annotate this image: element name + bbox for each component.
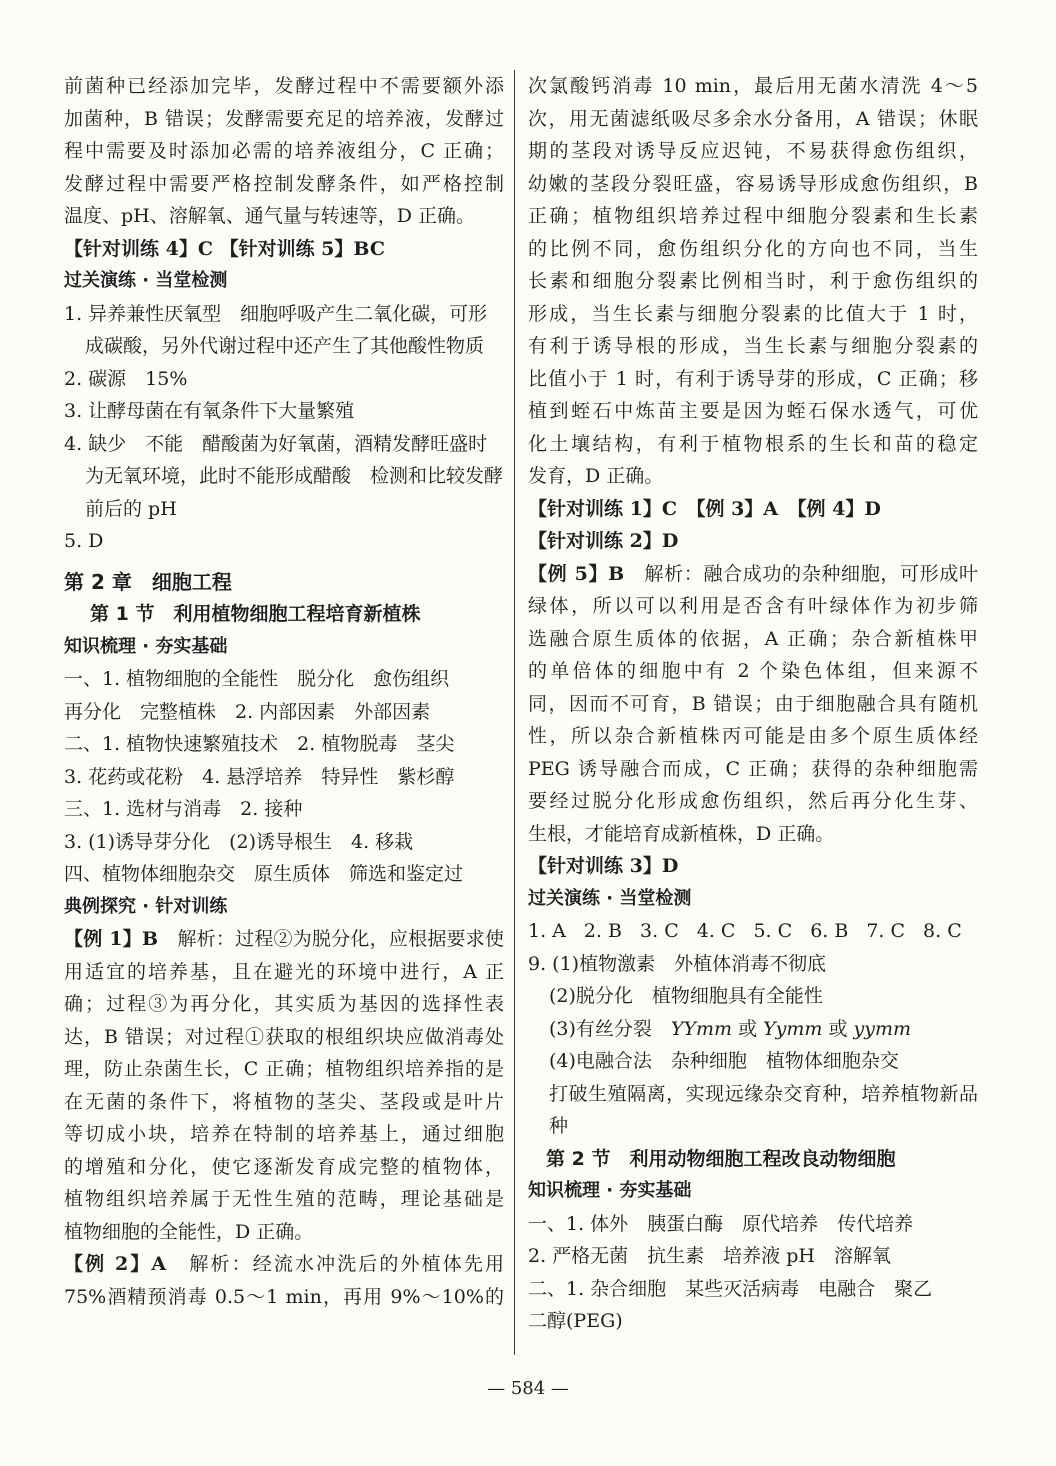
text-line: 加菌种，B 错误；发酵需要充足的培养液，发酵过 xyxy=(64,107,504,130)
text-line: 三、1. 选材与消毒 2. 接种 xyxy=(64,798,303,820)
mc-answer: 7. C xyxy=(866,920,906,942)
example-2-continued xyxy=(528,70,978,493)
example-tag: 【例 1】B xyxy=(64,928,158,950)
text-line: 确；过程③为再分化，其实质为基因的选择性表 xyxy=(64,993,504,1015)
text-line: 化土壤结构，有利于植物根系的生长和苗的稳定 xyxy=(528,432,978,455)
text-line: 绿体，所以可以利用是否含有叶绿体作为初步筛 xyxy=(528,595,978,617)
text-line: 发育，D 正确。 xyxy=(528,465,664,487)
genotype: YYmm xyxy=(670,1017,733,1040)
text-line: 二、1. 植物快速繁殖技术 2. 植物脱毒 茎尖 xyxy=(64,733,455,755)
multiple-choice-answers xyxy=(528,915,978,948)
text-line: 一、1. 体外 胰蛋白酶 原代培养 传代培养 xyxy=(528,1212,914,1235)
intro-paragraph xyxy=(64,70,504,233)
training-answers: 【针对训练 2】D xyxy=(528,530,679,552)
text-line: 性，所以杂合新植株丙可能是由多个原生质体经 xyxy=(528,725,978,747)
text-line: 解析：过程②为脱分化，应根据要求使 xyxy=(158,928,504,950)
text-line: 等切成小块，培养在特制的培养基上，通过细胞 xyxy=(64,1123,504,1145)
right-column xyxy=(528,70,978,1338)
example-5 xyxy=(528,558,978,851)
text-line: 植到蛭石中炼苗主要是因为蛭石保水透气，可优 xyxy=(528,400,978,422)
text-line: 要经过脱分化形成愈伤组织，然后再分化生芽、 xyxy=(528,790,978,812)
knowledge-list xyxy=(528,1208,978,1338)
training-answers: 【针对训练 1】C 【例 3】A 【例 4】D xyxy=(528,497,881,520)
answer-q5: 5. D xyxy=(64,530,104,552)
section-heading-practice: 过关演练 · 当堂检测 xyxy=(528,887,692,909)
section-title: 第 1 节 利用植物细胞工程培育新植株 xyxy=(90,603,421,625)
text-line: 的比例不同，愈伤组织分化的方向也不同，当生 xyxy=(528,237,978,260)
text-line: 发酵过程中需要严格控制发酵条件，如严格控制 xyxy=(64,172,504,195)
text-line: 次氯酸钙消毒 10 min，最后用无菌水清洗 4～5 xyxy=(528,75,978,97)
text-line: 前菌种已经添加完毕，发酵过程中不需要额外添 xyxy=(64,75,504,97)
text-line: 用适宜的培养基，且在避光的环境中进行，A 正 xyxy=(64,960,504,983)
text-line: 二、1. 杂合细胞 某些灭活病毒 电融合 聚乙 xyxy=(528,1277,933,1300)
knowledge-heading: 知识梳理 · 夯实基础 xyxy=(528,1180,692,1201)
text-line: 植物组织培养属于无性生殖的范畴，理论基础是 xyxy=(64,1188,504,1210)
text-line: PEG 诱导融合而成，C 正确；获得的杂种细胞需 xyxy=(528,757,978,780)
text-line: 3. 花药或花粉 4. 悬浮培养 特异性 紫杉醇 xyxy=(64,765,455,788)
mc-answer: 5. C xyxy=(753,920,793,942)
text-line: 解析：融合成功的杂种细胞，可形成叶 xyxy=(624,562,978,585)
example-tag: 【例 2】A xyxy=(64,1253,167,1275)
section-heading-practice: 过关演练 · 当堂检测 xyxy=(64,270,228,291)
text-line: 的单倍体的细胞中有 2 个染色体组，但来源不 xyxy=(528,660,978,682)
text-line: 比值小于 1 时，有利于诱导芽的形成，C 正确；移 xyxy=(528,367,978,390)
text-line: 次，用无菌滤纸吸尽多余水分备用，A 错误；休眠 xyxy=(528,107,978,130)
text-line: 一、1. 植物细胞的全能性 脱分化 愈伤组织 xyxy=(64,668,450,690)
text-line: 四、植物体细胞杂交 原生质体 筛选和鉴定过 xyxy=(64,863,464,885)
left-column xyxy=(64,70,504,1313)
text-line: 选融合原生质体的依据，A 正确；杂合新植株甲 xyxy=(528,627,978,650)
text-span: 或 xyxy=(822,1017,854,1040)
section-title: 第 2 节 利用动物细胞工程改良动物细胞 xyxy=(546,1147,896,1170)
knowledge-list xyxy=(64,663,504,891)
training-answers: 【针对训练 4】C 【针对训练 5】BC xyxy=(64,237,385,260)
text-line: 同，因而不可育，B 错误；由于细胞融合具有随机 xyxy=(528,692,978,715)
text-line: 理，防止杂菌生长，C 正确；植物组织培养指的是 xyxy=(64,1058,504,1080)
text-span: 或 xyxy=(732,1017,764,1040)
answer-q9-3 xyxy=(528,1013,978,1046)
text-line: 长素和细胞分裂素比例相当时，利于愈伤组织的 xyxy=(528,270,978,292)
text-line: 正确；植物组织培养过程中细胞分裂素和生长素 xyxy=(528,205,978,227)
text-line: 3. (1)诱导芽分化 (2)诱导根生 4. 移栽 xyxy=(64,830,414,853)
page-number: — 584 — xyxy=(487,1378,569,1399)
text-line: 75%酒精预消毒 0.5～1 min，再用 9%～10%的 xyxy=(64,1285,504,1308)
answer-q2: 2. 碳源 15% xyxy=(64,367,188,390)
mc-answer: 3. C xyxy=(640,920,679,942)
example-1 xyxy=(64,923,504,1248)
answer-q4: 4. 缺少 不能 醋酸菌为好氧菌，酒精发酵旺盛时为无氧环境，此时不能形成醋酸 检测和比较发酵前后的 pH xyxy=(64,432,504,520)
answer-q9-4: (4)电融合法 杂种细胞 植物体细胞杂交 xyxy=(549,1050,899,1072)
text-line: 再分化 完整植株 2. 内部因素 外部因素 xyxy=(64,700,431,723)
answer-q3: 3. 让酵母菌在有氧条件下大量繁殖 xyxy=(64,400,355,422)
answer-q1: 1. 异养兼性厌氧型 细胞呼吸产生二氧化碳，可形成碳酸，另外代谢过程中还产生了其他酸性物质 xyxy=(64,302,488,357)
genotype: Yymm xyxy=(763,1017,823,1040)
column-divider xyxy=(514,70,515,1355)
text-line: 在无菌的条件下，将植物的茎尖、茎段或是叶片 xyxy=(64,1090,504,1113)
knowledge-heading: 知识梳理 · 夯实基础 xyxy=(64,635,228,657)
text-line: 幼嫩的茎段分裂旺盛，容易诱导形成愈伤组织，B xyxy=(528,172,978,195)
mc-answer: 4. C xyxy=(696,920,736,942)
example-tag: 【例 5】B xyxy=(528,562,625,585)
text-line: 二醇(PEG) xyxy=(528,1310,623,1332)
text-line: 2. 严格无菌 抗生素 培养液 pH 溶解氧 xyxy=(528,1245,891,1267)
mc-answer: 1. A xyxy=(528,920,566,942)
mc-answer: 6. B xyxy=(810,920,849,942)
text-line: 有利于诱导根的形成，当生长素与细胞分裂素的 xyxy=(528,335,978,357)
genotype: yymm xyxy=(853,1017,912,1040)
mc-answer: 2. B xyxy=(583,920,623,942)
answer-q9-4-cont: 打破生殖隔离，实现远缘杂交育种，培养植物新品种 xyxy=(549,1082,978,1137)
text-line: 的增殖和分化，使它逐渐发育成完整的植物体， xyxy=(64,1155,504,1178)
text-line: 程中需要及时添加必需的培养液组分，C 正确； xyxy=(64,140,504,162)
text-span: (3)有丝分裂 xyxy=(549,1017,671,1040)
chapter-title: 第 2 章 细胞工程 xyxy=(64,569,232,594)
training-answers: 【针对训练 3】D xyxy=(528,855,679,877)
answer-q9-2: (2)脱分化 植物细胞具有全能性 xyxy=(549,985,823,1007)
mc-answer: 8. C xyxy=(923,920,962,942)
example-heading: 典例探究 · 针对训练 xyxy=(64,895,228,917)
answer-q9-1: 9. (1)植物激素 外植体消毒不彻底 xyxy=(528,952,827,975)
text-line: 生根，才能培育成新植株，D 正确。 xyxy=(528,822,835,845)
text-line: 形成，当生长素与细胞分裂素的比值大于 1 时， xyxy=(528,302,978,325)
text-line: 解析：经流水冲洗后的外植体先用 xyxy=(166,1253,504,1275)
text-line: 温度、pH、溶解氧、通气量与转速等，D 正确。 xyxy=(64,205,476,227)
text-line: 达，B 错误；对过程①获取的根组织块应做消毒处 xyxy=(64,1025,504,1048)
example-2 xyxy=(64,1248,504,1313)
text-line: 植物细胞的全能性，D 正确。 xyxy=(64,1220,314,1243)
text-line: 期的茎段对诱导反应迟钝，不易获得愈伤组织， xyxy=(528,140,978,162)
